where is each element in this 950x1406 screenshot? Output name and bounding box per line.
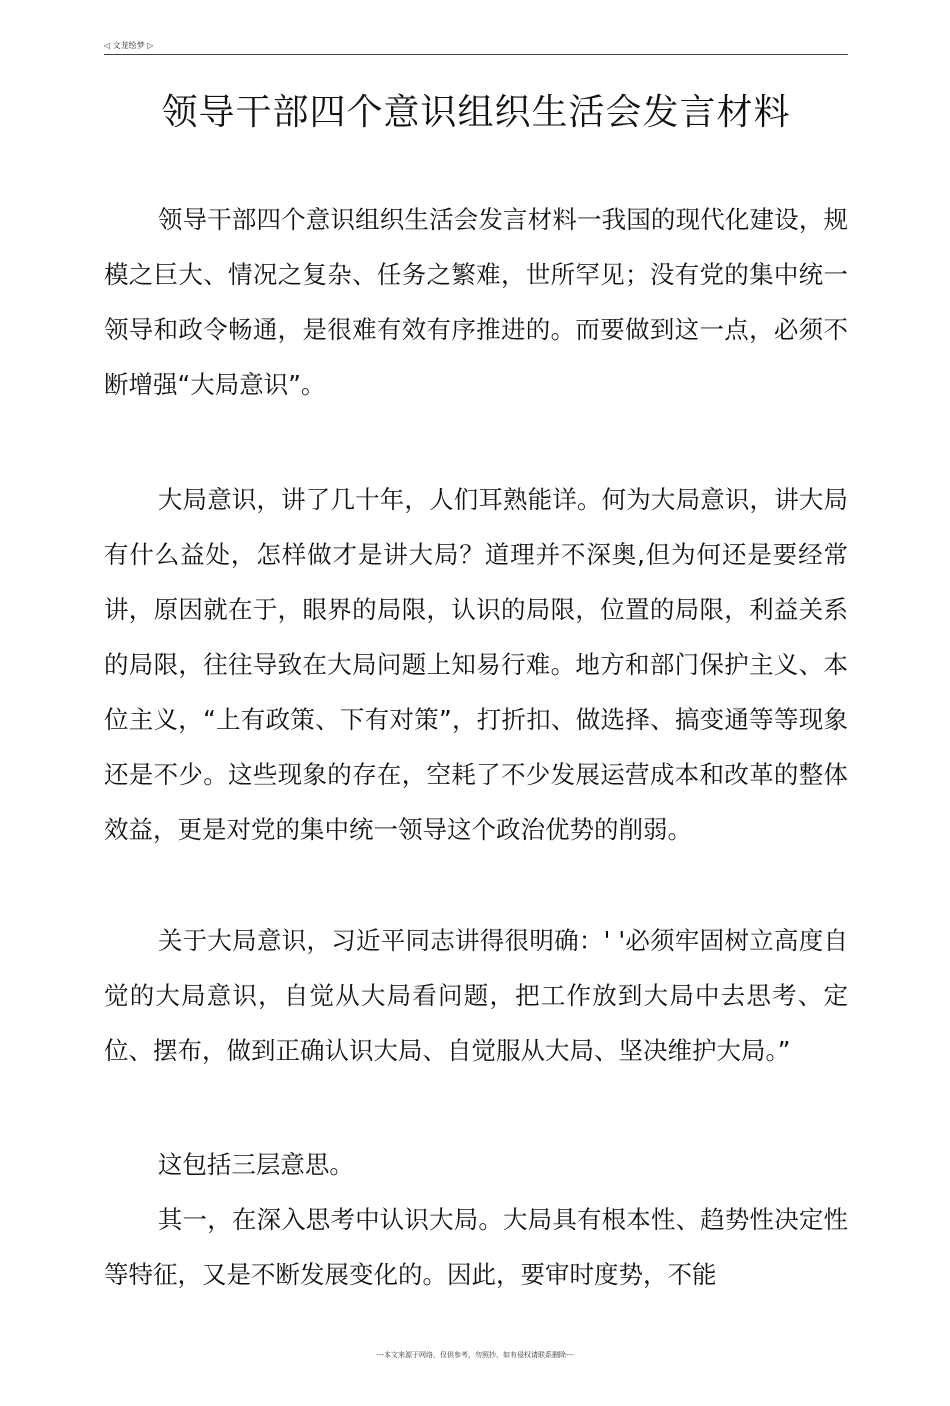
- document-title: 领导干部四个意识组织生活会发言材料: [161, 92, 791, 133]
- paragraph-three-meanings: 这包括三层意思。: [157, 1150, 354, 1179]
- page-header: [104, 40, 848, 55]
- paragraph-intro: 领导干部四个意识组织生活会发言材料一我国的现代化建设，规模之巨大、情况之复杂、任务之繁难，世所罕见；没有党的集中统一领导和政令畅通，是很难有效有序推进的。而要做到这一点，必须不断增强“大局意识”。: [104, 205, 848, 399]
- paragraph-first-point: 其一，在深入思考中认识大局。大局具有根本性、趋势性决定性等特征，又是不断发展变化的。因此，要审时度势，不能: [104, 1205, 848, 1289]
- header-label: ◁ 文茏绘梦 ▷: [104, 41, 154, 50]
- paragraph-quote: 关于大局意识，习近平同志讲得很明确：' '必须牢固树立高度自觉的大局意识，自觉从大局看问题，把工作放到大局中去思考、定位、摆布，做到正确认识大局、自觉服从大局、坚决维护大局。”: [104, 926, 848, 1065]
- page-footer-note: ---本文来源于网络，仅供参考，勿照抄，如有侵权请联系删除---: [376, 1351, 574, 1359]
- paragraph-big-picture: 大局意识，讲了几十年，人们耳熟能详。何为大局意识，讲大局有什么益处，怎样做才是讲大局？道理并不深奥,但为何还是要经常讲，原因就在于，眼界的局限，认识的局限，位置的局限，利益关系的局限，往往导致在大局问题上知易行难。地方和部门保护主义、本位主义，“上有政策、下有对策”，打折扣、做选择、搞变通等等现象还是不少。这些现象的存在，空耗了不少发展运营成本和改革的整体效益，更是对党的集中统一领导这个政治优势的削弱。: [104, 485, 848, 844]
